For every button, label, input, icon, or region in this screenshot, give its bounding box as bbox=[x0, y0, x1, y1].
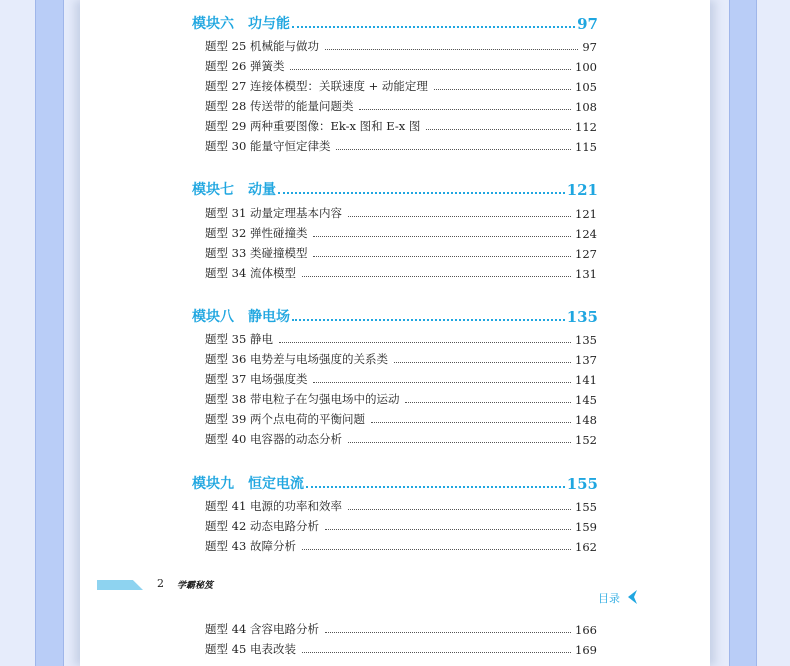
toc-item-label: 题型 26 弹簧类 bbox=[205, 59, 285, 73]
footer-accent-bar bbox=[97, 580, 143, 590]
toc-item-label: 题型 34 流体模型 bbox=[205, 266, 296, 280]
dot-leader bbox=[348, 509, 571, 510]
dot-leader bbox=[302, 652, 571, 653]
right-decorative-band bbox=[729, 0, 757, 666]
module-heading[interactable] bbox=[192, 306, 598, 326]
toc-item-label: 题型 39 两个点电荷的平衡问题 bbox=[205, 412, 365, 426]
toc-item-page: 166 bbox=[575, 623, 597, 637]
toc-item-page: 108 bbox=[575, 100, 597, 114]
toc-item-page: 100 bbox=[575, 60, 597, 74]
dot-leader bbox=[371, 422, 571, 423]
toc-item-label: 题型 25 机械能与做功 bbox=[205, 39, 319, 53]
toc-item[interactable] bbox=[205, 245, 597, 261]
module-page: 135 bbox=[566, 308, 598, 326]
dot-leader bbox=[279, 342, 571, 343]
toc-item-label: 题型 33 类碰撞模型 bbox=[205, 246, 308, 260]
dot-leader bbox=[325, 49, 578, 50]
dot-leader bbox=[426, 129, 571, 130]
toc-item-label: 题型 27 连接体模型：关联速度 + 动能定理 bbox=[205, 79, 428, 93]
toc-item-label: 题型 31 动量定理基本内容 bbox=[205, 206, 342, 220]
toc-item-page: 162 bbox=[575, 540, 597, 554]
toc-item-label: 题型 35 静电 bbox=[205, 332, 273, 346]
toc-item-label: 题型 29 两种重要图像：Ek-x 图和 E-x 图 bbox=[205, 119, 421, 133]
toc-item-page: 121 bbox=[575, 207, 597, 221]
toc-item-page: 155 bbox=[575, 500, 597, 514]
toc-item-page: 152 bbox=[575, 433, 597, 447]
dot-leader bbox=[306, 486, 565, 488]
toc-item[interactable] bbox=[205, 98, 597, 114]
toc-item[interactable] bbox=[205, 138, 597, 154]
dot-leader bbox=[313, 256, 571, 257]
chevron-left-icon[interactable] bbox=[626, 590, 638, 604]
toc-link[interactable]: 目录 bbox=[598, 592, 620, 605]
dot-leader bbox=[325, 632, 571, 633]
module-title: 模块九 恒定电流 bbox=[192, 476, 304, 492]
module-title: 模块八 静电场 bbox=[192, 309, 290, 325]
toc-item-label: 题型 28 传送带的能量问题类 bbox=[205, 99, 354, 113]
module-heading[interactable] bbox=[192, 179, 598, 199]
toc-item-page: 148 bbox=[575, 413, 597, 427]
dot-leader bbox=[302, 549, 571, 550]
toc-item[interactable] bbox=[205, 78, 597, 94]
toc-item-page: 97 bbox=[582, 40, 597, 54]
footer-page-number: 2 bbox=[157, 577, 164, 590]
toc-item[interactable] bbox=[205, 38, 597, 54]
module-title: 模块七 动量 bbox=[192, 182, 276, 198]
toc-item-page: 131 bbox=[575, 267, 597, 281]
module-heading[interactable] bbox=[192, 13, 598, 33]
toc-item-page: 135 bbox=[575, 333, 597, 347]
toc-item[interactable] bbox=[205, 538, 597, 554]
dot-leader bbox=[434, 89, 571, 90]
toc-item[interactable] bbox=[205, 411, 597, 427]
toc-item-page: 169 bbox=[575, 643, 597, 657]
dot-leader bbox=[278, 192, 565, 194]
dot-leader bbox=[290, 69, 571, 70]
toc-item-label: 题型 44 含容电路分析 bbox=[205, 622, 319, 636]
left-decorative-band bbox=[35, 0, 64, 666]
toc-item[interactable] bbox=[205, 498, 597, 514]
toc-item[interactable] bbox=[205, 225, 597, 241]
toc-item-label: 题型 32 弹性碰撞类 bbox=[205, 226, 308, 240]
toc-item-label: 题型 37 电场强度类 bbox=[205, 372, 308, 386]
toc-item-page: 137 bbox=[575, 353, 597, 367]
toc-item[interactable] bbox=[205, 118, 597, 134]
toc-item-page: 159 bbox=[575, 520, 597, 534]
toc-item-page: 124 bbox=[575, 227, 597, 241]
dot-leader bbox=[348, 216, 571, 217]
toc-item-label: 题型 30 能量守恒定律类 bbox=[205, 139, 331, 153]
toc-item[interactable] bbox=[205, 391, 597, 407]
module-page: 97 bbox=[577, 15, 598, 33]
toc-item-page: 115 bbox=[575, 140, 597, 154]
toc-item[interactable] bbox=[205, 58, 597, 74]
toc-item-page: 105 bbox=[575, 80, 597, 94]
toc-item[interactable] bbox=[205, 331, 597, 347]
module-page: 121 bbox=[566, 181, 598, 199]
module-title: 模块六 功与能 bbox=[192, 16, 290, 32]
module-page: 155 bbox=[566, 475, 598, 493]
dot-leader bbox=[302, 276, 571, 277]
dot-leader bbox=[348, 442, 571, 443]
toc-item[interactable] bbox=[205, 621, 597, 637]
toc-item-page: 127 bbox=[575, 247, 597, 261]
toc-item-page: 145 bbox=[575, 393, 597, 407]
toc-item-page: 112 bbox=[575, 120, 597, 134]
dot-leader bbox=[313, 236, 571, 237]
toc-item[interactable] bbox=[205, 518, 597, 534]
toc-item-label: 题型 41 电源的功率和效率 bbox=[205, 499, 342, 513]
dot-leader bbox=[405, 402, 571, 403]
toc-item-label: 题型 38 带电粒子在匀强电场中的运动 bbox=[205, 392, 400, 406]
dot-leader bbox=[292, 26, 575, 28]
footer-logo: 学霸秘笈 bbox=[177, 581, 214, 591]
dot-leader bbox=[394, 362, 571, 363]
dot-leader bbox=[359, 109, 571, 110]
dot-leader bbox=[313, 382, 571, 383]
toc-item-label: 题型 36 电势差与电场强度的关系类 bbox=[205, 352, 388, 366]
toc-item[interactable] bbox=[205, 431, 597, 447]
toc-item-label: 题型 45 电表改装 bbox=[205, 642, 296, 656]
toc-page bbox=[80, 0, 710, 666]
toc-item[interactable] bbox=[205, 371, 597, 387]
toc-item[interactable] bbox=[205, 205, 597, 221]
module-heading[interactable] bbox=[192, 473, 598, 493]
toc-item-label: 题型 42 动态电路分析 bbox=[205, 519, 319, 533]
dot-leader bbox=[336, 149, 571, 150]
dot-leader bbox=[292, 319, 565, 321]
toc-item[interactable] bbox=[205, 265, 597, 281]
toc-item-page: 141 bbox=[575, 373, 597, 387]
toc-item-label: 题型 43 故障分析 bbox=[205, 539, 296, 553]
dot-leader bbox=[325, 529, 571, 530]
toc-item[interactable] bbox=[205, 641, 597, 657]
toc-item[interactable] bbox=[205, 351, 597, 367]
toc-item-label: 题型 40 电容器的动态分析 bbox=[205, 432, 342, 446]
